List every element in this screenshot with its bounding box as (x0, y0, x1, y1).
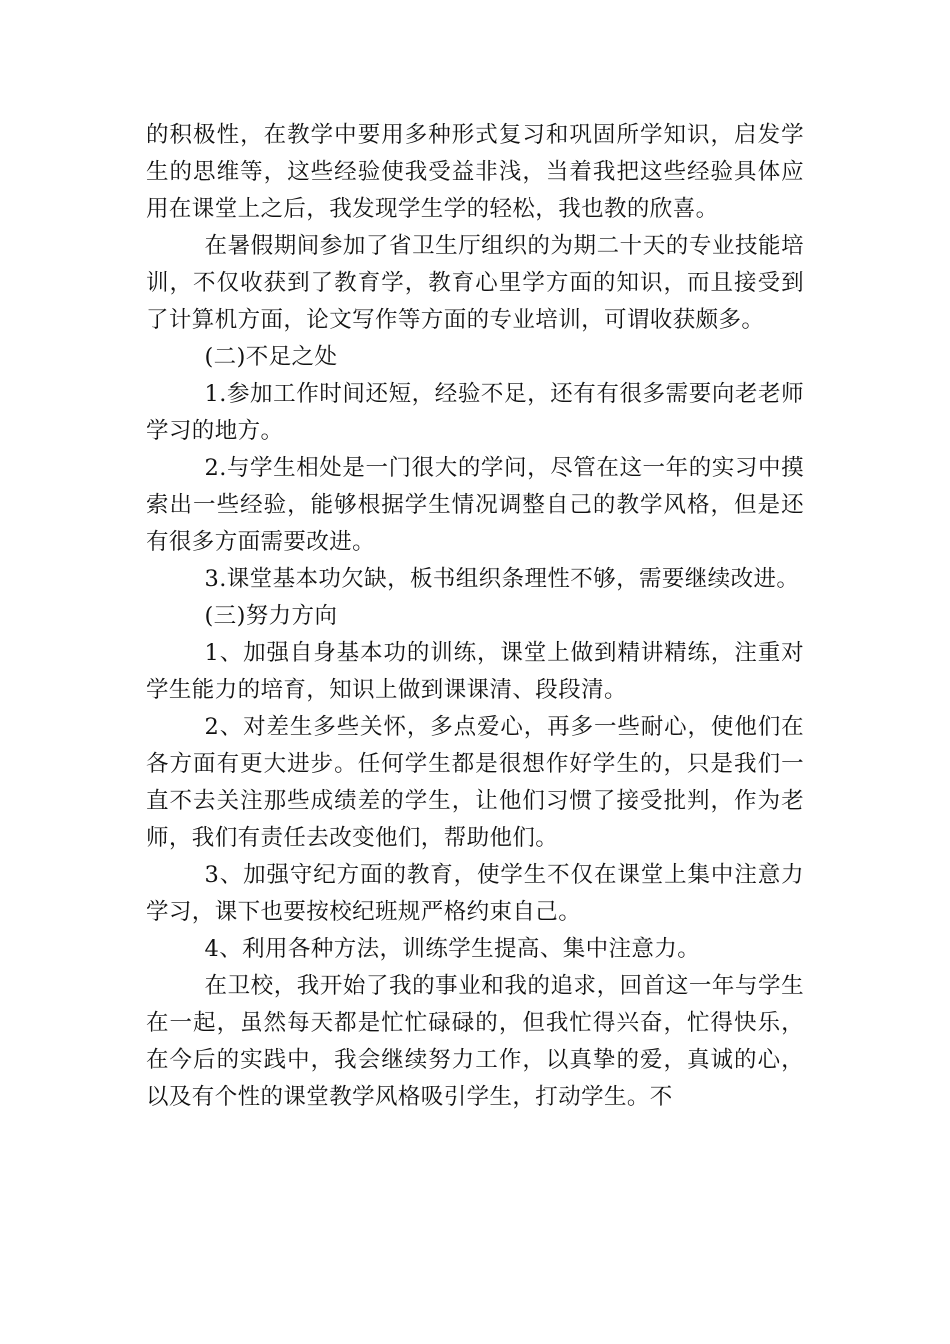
document-body (146, 117, 804, 1116)
paragraph-continuation: 的积极性，在教学中要用多种形式复习和巩固所学知识，启发学生的思维等，这些经验使我受益非浅，当着我把这些经验具体应用在课堂上之后，我发现学生学的轻松，我也教的欣喜。 (146, 122, 804, 222)
direction-item-1: 1、加强自身基本功的训练，课堂上做到精讲精练，注重对学生能力的培育，知识上做到课课清、段段清。 (146, 640, 804, 703)
shortcoming-item-3: 3.课堂基本功欠缺，板书组织条理性不够，需要继续改进。 (204, 566, 800, 592)
section-heading-direction: (三)努力方向 (204, 603, 338, 629)
shortcoming-item-2: 2.与学生相处是一门很大的学问，尽管在这一年的实习中摸索出一些经验，能够根据学生情况调整自己的教学风格，但是还有很多方面需要改进。 (146, 455, 804, 555)
paragraph-conclusion: 在卫校，我开始了我的事业和我的追求，回首这一年与学生在一起，虽然每天都是忙忙碌碌的，但我忙得兴奋，忙得快乐，在今后的实践中，我会继续努力工作，以真挚的爱，真诚的心，以及有个性的课堂教学风格吸引学生，打动学生。不 (146, 973, 804, 1110)
section-heading-shortcomings: (二)不足之处 (204, 344, 338, 370)
direction-item-3: 3、加强守纪方面的教育，使学生不仅在课堂上集中注意力学习，课下也要按校纪班规严格约束自己。 (146, 862, 804, 925)
paragraph-training: 在暑假期间参加了省卫生厅组织的为期二十天的专业技能培训，不仅收获到了教育学，教育心里学方面的知识，而且接受到了计算机方面，论文写作等方面的专业培训，可谓收获颇多。 (146, 233, 804, 333)
shortcoming-item-1: 1.参加工作时间还短，经验不足，还有有很多需要向老老师学习的地方。 (146, 381, 804, 444)
direction-item-4: 4、利用各种方法，训练学生提高、集中注意力。 (204, 936, 701, 962)
direction-item-2: 2、对差生多些关怀，多点爱心，再多一些耐心，使他们在各方面有更大进步。任何学生都是很想作好学生的，只是我们一直不去关注那些成绩差的学生，让他们习惯了接受批判，作为老师，我们有责任去改变他们，帮助他们。 (146, 714, 804, 851)
